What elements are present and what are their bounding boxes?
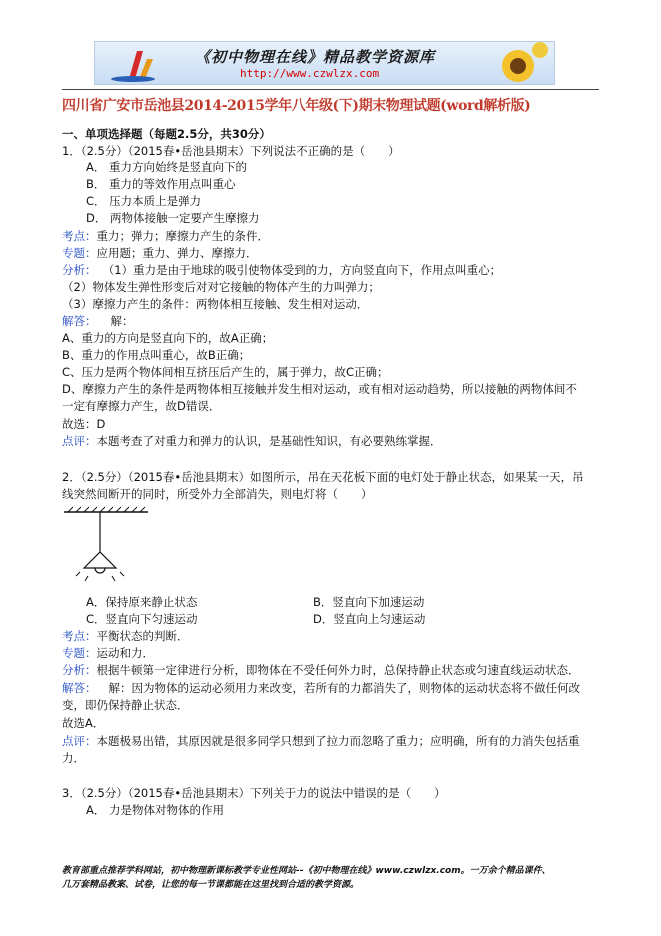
- q1-answer-d: D、摩擦力产生的条件是两物体相互接触并发生相对运动，或有相对运动趋势，所以接触的两物体间不: [62, 382, 577, 396]
- q2-option-c: C．竖直向下匀速运动: [86, 612, 198, 626]
- q1-kaodian: [62, 228, 269, 244]
- zhuanti-text: 应用题；重力、弹力、摩擦力．: [96, 246, 258, 260]
- section-heading: 一、单项选择题（每题2.5分，共30分）: [62, 127, 271, 141]
- header-rule: [62, 89, 599, 90]
- q1-option-a: A． 重力方向始终是竖直向下的: [86, 160, 248, 174]
- q2-dianping-cont: 力．: [62, 751, 85, 765]
- fenxi-text: （1）重力是由于地球的吸引使物体受到的力，方向竖直向下，作用点叫重心；: [108, 263, 502, 277]
- q2-stem: 2．（2.5分）（2015春•岳池县期末）如图所示，吊在天花板下面的电灯处于静止状态，如果某一天，吊: [62, 470, 584, 484]
- q1-answer-a: A、重力的方向是竖直向下的，故A正确；: [62, 331, 274, 345]
- jieda-label: 解答：: [62, 681, 97, 695]
- dianping-text: 本题极易出错，其原因就是很多同学只想到了拉力而忽略了重力；应明确，所有的力消失包括重: [96, 734, 580, 748]
- site-logo-icon: [109, 45, 161, 83]
- q1-fenxi-3: （3）摩擦力产生的条件：两物体相互接触、发生相对运动．: [62, 297, 369, 311]
- q1-answer-c: C、压力是两个物体间相互挤压后产生的，属于弹力，故C正确；: [62, 365, 389, 379]
- q1-option-d: D． 两物体接触一定要产生摩擦力: [86, 211, 260, 225]
- q2-stem-cont: 线突然间断开的同时，所受外力全部消失，则电灯将（ ）: [62, 487, 373, 501]
- fenxi-label: 分析：: [62, 663, 97, 677]
- document-title: 四川省广安市岳池县2014-2015学年八年级(下)期末物理试题(word解析版): [62, 98, 531, 114]
- q2-choice: 故选A．: [62, 716, 105, 730]
- zhuanti-text: 运动和力．: [96, 646, 154, 660]
- fenxi-text: 根据牛顿第一定律进行分析，即物体在不受任何外力时，总保持静止状态或匀速直线运动状态．: [96, 663, 580, 677]
- dianping-label: 点评：: [62, 434, 97, 448]
- jieda-text: 解：: [110, 314, 134, 328]
- sunflower-icon: [488, 42, 548, 85]
- q1-choice: 故选：D: [62, 417, 106, 431]
- q1-stem: 1．（2.5分）（2015春•岳池县期末）下列说法不正确的是（ ）: [62, 144, 400, 158]
- banner-title: 《初中物理在线》精品教学资源库: [195, 48, 436, 66]
- q2-zhuanti: [62, 645, 154, 661]
- dianping-label: 点评：: [62, 734, 97, 748]
- q2-option-b: B．竖直向下加速运动: [313, 595, 425, 609]
- footer-line-1: 教育部重点推荐学科网站，初中物理新课标教学专业性网站--《初中物理在线》www.czwlzx.com。一万余个精品课件、: [62, 866, 551, 876]
- banner-url[interactable]: http://www.czwlzx.com: [240, 67, 380, 80]
- fenxi-label: 分析：: [62, 263, 97, 277]
- q1-option-c: C． 压力本质上是弹力: [86, 194, 202, 208]
- q1-answer-d-cont: 一定有摩擦力产生，故D错误．: [62, 399, 221, 413]
- q1-dianping: [62, 433, 442, 449]
- dianping-text: 本题考查了对重力和弹力的认识，是基础性知识，有必要熟练掌握．: [96, 434, 442, 448]
- q2-fenxi: [62, 662, 580, 678]
- kaodian-text: 平衡状态的判断．: [96, 629, 189, 643]
- q1-answer-b: B、重力的作用点叫重心，故B正确；: [62, 348, 251, 362]
- q3-option-a: A． 力是物体对物体的作用: [86, 803, 225, 817]
- kaodian-text: 重力；弹力；摩擦力产生的条件．: [96, 229, 269, 243]
- q2-dianping: [62, 733, 580, 749]
- q2-option-d: D．竖直向上匀速运动: [313, 612, 426, 626]
- q2-option-a: A．保持原来静止状态: [86, 595, 198, 609]
- kaodian-label: 考点：: [62, 629, 97, 643]
- q3-stem: 3．（2.5分）（2015春•岳池县期末）下列关于力的说法中错误的是（ ）: [62, 786, 446, 800]
- header-banner: [94, 41, 555, 85]
- zhuanti-label: 专题：: [62, 646, 97, 660]
- kaodian-label: 考点：: [62, 229, 97, 243]
- q2-jieda-cont: 变，即仍保持静止状态．: [62, 698, 189, 712]
- page-footer: [62, 864, 622, 892]
- q1-fenxi: [62, 262, 501, 278]
- q1-fenxi-2: （2）物体发生弹性形变后对对它接触的物体产生的力叫弹力；: [62, 280, 380, 294]
- q2-jieda: [62, 680, 580, 696]
- hanging-lamp-figure: [62, 506, 152, 586]
- jieda-text: 解：因为物体的运动必须用力来改变，若所有的力都消失了，则物体的运动状态将不做任何改: [108, 681, 580, 695]
- q1-option-b: B． 重力的等效作用点叫重心: [86, 177, 236, 191]
- q1-zhuanti: [62, 245, 258, 261]
- q2-kaodian: [62, 628, 189, 644]
- q1-jieda: [62, 313, 134, 329]
- jieda-label: 解答：: [62, 314, 97, 328]
- zhuanti-label: 专题：: [62, 246, 97, 260]
- footer-line-2: 几万套精品教案、试卷，让您的每一节课都能在这里找到合适的教学资源。: [62, 880, 360, 890]
